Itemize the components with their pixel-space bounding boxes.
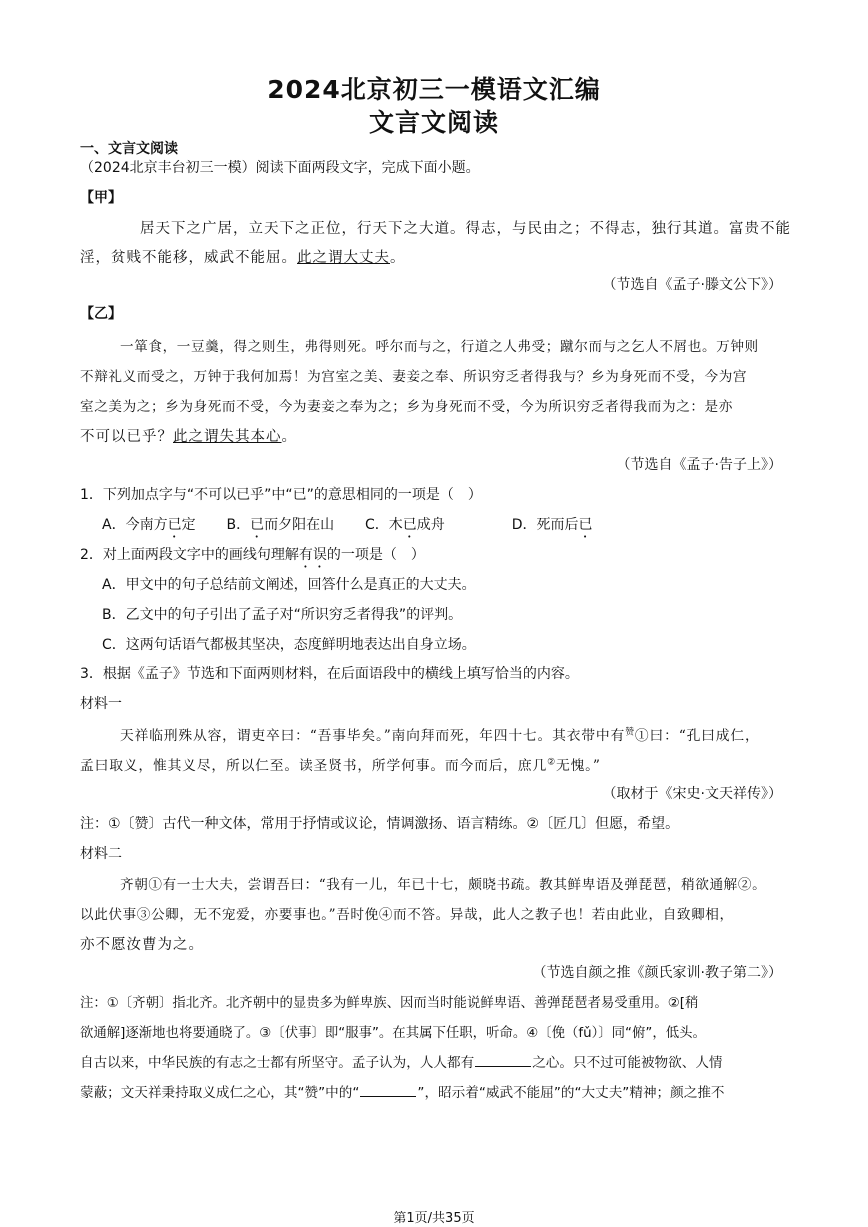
yi-source: （节选自《孟子·告子上》） [616,457,782,473]
yi-text-line: 一箪食，一豆羹，得之则生，弗得则死。呼尔而与之，行道之人弗受；蹴尔而与之乞人不屑也。万钟则 [120,339,759,355]
question-2-option-a[interactable]: A．甲文中的句子总结前文阐述，回答什么是真正的大丈夫。 [102,577,476,593]
option-c[interactable]: C．木已成舟 [365,517,445,533]
question-3-stem: 3．根据《孟子》节选和下面两则材料，在后面语段中的横线上填写恰当的内容。 [80,666,579,682]
yi-text: 不可以已乎？ [80,429,173,445]
jia-label: 【甲】 [80,190,122,206]
material-1-source: （取材于《宋史·文天祥传》） [602,786,782,802]
material-2-source: （节选自颜之推《颜氏家训·教子第二》） [532,965,782,981]
material-2-note: 注：①〔齐朝〕指北齐。北齐朝中的显贵多为鲜卑族、因而当时能说鲜卑语、善弹琵琶者易受重用。②[稍 [80,996,699,1011]
material-2-note: 欲通解]逐渐地也将要通晓了。③〔伏事〕即“服事”。在其属下任职，听命。④〔俛（fǔ）〕同“俯”，低头。 [80,1026,706,1041]
material-2-line: 以此伏事③公卿，无不宠爱，亦要事也。”吾时俛④而不答。异哉，此人之教子也！若由此业，自致卿相， [80,907,734,923]
yi-text: 。 [281,429,297,445]
yi-underlined-sentence: 此之谓失其本心 [173,429,282,445]
yi-text-line: 室之美为之；乡为身死而不受，今为妻妾之奉为之；乡为身死而不受，今为所识穷乏者得我而为之：是亦 [80,399,733,415]
question-2-option-b[interactable]: B．乙文中的句子引出了孟子对“所识穷乏者得我”的评判。 [102,607,463,623]
blank-2[interactable] [360,1082,416,1097]
material-1-line: 孟曰取义，惟其义尽，所以仁至。读圣贤书，所学何事。而今而后，庶几②无愧。” [80,757,601,774]
question-2-option-c[interactable]: C．这两句话语气都极其坚决，态度鲜明地表达出自身立场。 [102,637,476,653]
option-d[interactable]: D．死而后已 [511,517,593,533]
material-2-line: 齐朝①有一士大夫，尝谓吾曰：“我有一儿，年已十七，颇晓书疏。教其鲜卑语及弹琵琶，稍欲通解②。 [120,877,767,893]
page-footer: 第1页/共35页 [393,1211,475,1226]
fill-paragraph-line: 自古以来，中华民族的有志之士都有所坚守。孟子认为，人人都有 之心。只不过可能被物欲、人情 [80,1051,723,1071]
option-b[interactable]: B．已而夕阳在山 [226,517,335,533]
question-1-options [102,514,592,541]
document-subtitle: 文言文阅读 [368,108,499,137]
jia-text: 。 [390,250,406,266]
material-2-label: 材料二 [80,846,122,862]
question-2-stem: 2．对上面两段文字中的画线句理解有误的一项是（ ） [80,547,425,563]
yi-text-line: 不辩礼义而受之，万钟于我何加焉！为宫室之美、妻妾之奉、所识穷乏者得我与？乡为身死而不受，今为宫 [80,369,748,385]
material-2-line: 亦不愿汝曹为之。 [80,937,204,953]
jia-text-line: 居天下之广居，立天下之正位，行天下之大道。得志，与民由之；不得志，独行其道。富贵不能 [140,221,791,237]
jia-text: 淫，贫贱不能移，威武不能屈。 [80,250,297,266]
jia-text-line [80,246,406,267]
option-a[interactable]: A．今南方已定 [102,517,196,533]
material-1-note: 注：①〔赞〕古代一种文体，常用于抒情或议论，情调激扬、语言精练。②〔匠几〕但愿，希望。 [80,816,680,832]
yi-label: 【乙】 [80,306,122,322]
jia-source: （节选自《孟子·滕文公下》） [602,277,782,293]
material-1-line: 天祥临刑殊从容，谓吏卒曰：“吾事毕矣。”南向拜而死，年四十七。其衣带中有$^赞$①曰：“孔曰成仁， [120,727,760,744]
blank-1[interactable] [475,1052,531,1067]
jia-underlined-sentence: 此之谓大丈夫 [297,250,390,266]
fill-paragraph-line: 蒙蔽；文天祥秉持取义成仁之心，其“赞”中的“ ”，昭示着“威武不能屈”的“大丈夫”精神；颜之推不 [80,1081,725,1101]
source-intro: （2024北京丰台初三一模）阅读下面两段文字，完成下面小题。 [80,160,480,176]
yi-text-line [80,425,297,446]
section-heading: 一、文言文阅读 [80,141,178,157]
material-1-label: 材料一 [80,696,122,712]
question-1-stem: 1．下列加点字与“不可以已乎”中“已”的意思相同的一项是（ ） [80,487,482,503]
document-title: 2024北京初三一模语文汇编 [267,75,601,104]
